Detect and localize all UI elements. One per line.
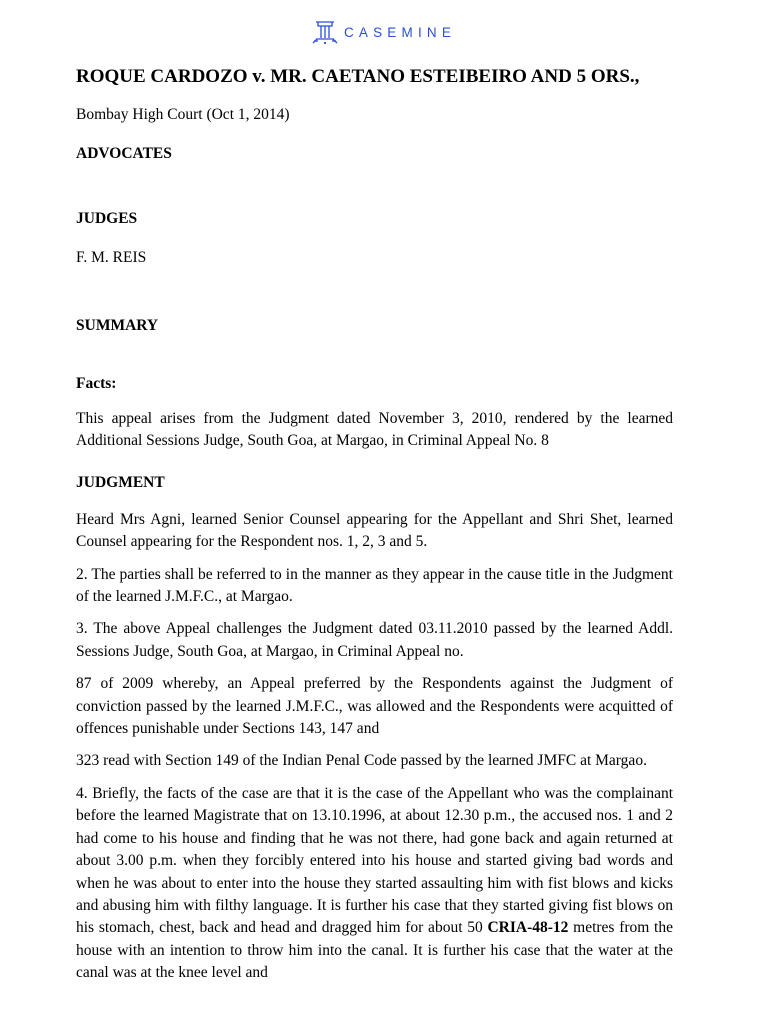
- judgment-paragraph: Heard Mrs Agni, learned Senior Counsel appearing for the Appellant and Shri Shet, learned Counsel appearing for the Respondent nos. 1, 2, 3 and 5.: [76, 510, 673, 551]
- logo-text: CASEMINE: [343, 24, 457, 40]
- paragraph-text: metres from the house with an intention to throw him into the canal. It is further his case that the water at the canal was at the knee level and: [76, 919, 673, 982]
- judge-name: F. M. REIS: [76, 249, 147, 266]
- judgment-paragraph: 2. The parties shall be referred to in the manner as they appear in the cause title in the Judgment of the learned J.M.F.C., at Margao.: [76, 565, 673, 606]
- page-reference: CRIA-48-12: [487, 919, 569, 937]
- judgment-paragraph: 87 of 2009 whereby, an Appeal preferred by the Respondents against the Judgment of conviction passed by the learned J.M.F.C., was allowed and the Respondents were acquitted of offences punishable under Sections 143, 147 and: [76, 675, 673, 738]
- advocates-heading: ADVOCATES: [76, 145, 172, 162]
- judgment-paragraph: 3. The above Appeal challenges the Judgment dated 03.11.2010 passed by the learned Addl. Sessions Judge, South Goa, at Margao, in Criminal Appeal no.: [76, 620, 673, 660]
- pillar-icon: [312, 18, 338, 46]
- judges-heading: JUDGES: [76, 210, 138, 227]
- judgment-paragraph: 323 read with Section 149 of the Indian Penal Code passed by the learned JMFC at Margao.: [76, 752, 647, 770]
- judgment-paragraph-4: [76, 783, 673, 985]
- court-date: Bombay High Court (Oct 1, 2014): [76, 106, 290, 123]
- document-body: [76, 62, 673, 985]
- case-title: ROQUE CARDOZO v. MR. CAETANO ESTEIBEIRO AND 5 ORS.,: [76, 66, 640, 87]
- casemine-logo[interactable]: [0, 18, 768, 46]
- facts-text: This appeal arises from the Judgment dated November 3, 2010, rendered by the learned Additional Sessions Judge, South Goa, at Margao, in Criminal Appeal No. 8: [76, 410, 673, 450]
- summary-heading: SUMMARY: [76, 317, 159, 334]
- judgment-heading: JUDGMENT: [76, 473, 165, 491]
- paragraph-text: 4. Briefly, the facts of the case are that it is the case of the Appellant who was the complainant before the learned Magistrate that on 13.10.1996, at about 12.30 p.m., the accused nos. 1 and 2 had come to his house and finding that he was not there, had gone back and again returned at about 3.00 p.m. when they forcibly entered into his house and started giving bad words and when he was about to enter into the house they started assaulting him with fist blows and kicks and abusing him with filthy language. It is further his case that they started giving fist blows on his stomach, chest, back and head and dragged him for about 50: [76, 784, 673, 937]
- facts-heading: Facts:: [76, 375, 117, 392]
